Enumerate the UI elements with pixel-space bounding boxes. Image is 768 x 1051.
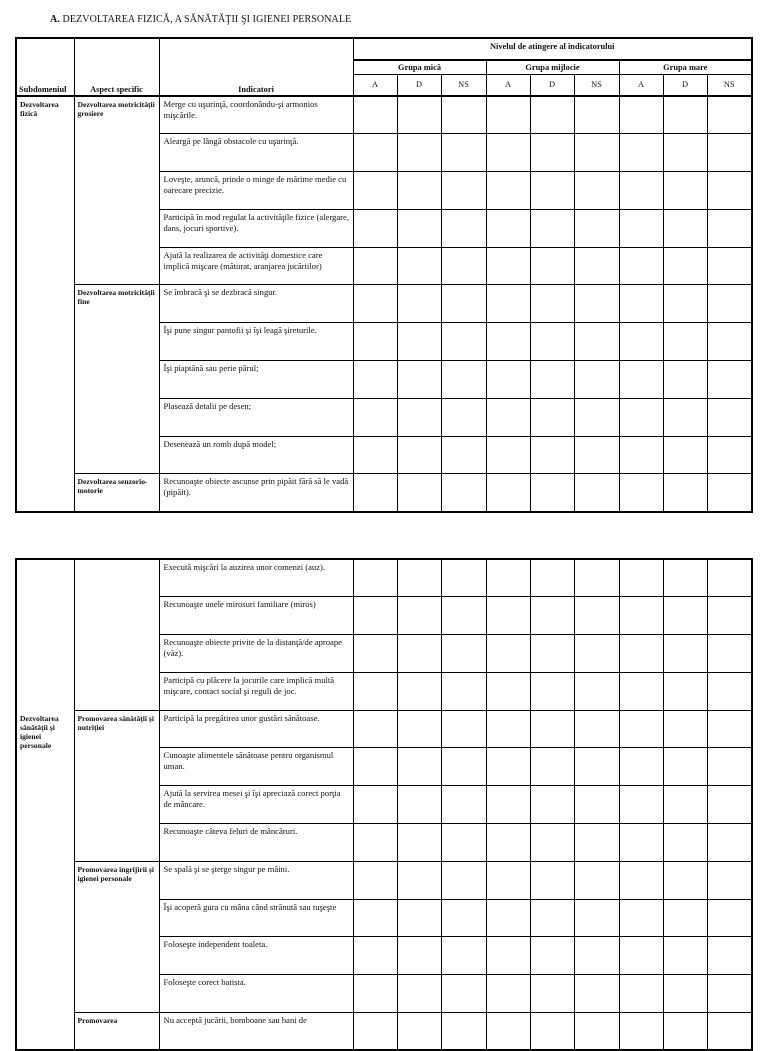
header-level-d: D — [530, 74, 574, 96]
assessment-cell[interactable] — [574, 323, 619, 361]
assessment-cell[interactable] — [353, 134, 397, 172]
assessment-cell[interactable] — [619, 474, 663, 512]
assessment-cell[interactable] — [574, 824, 619, 862]
assessment-cell[interactable] — [663, 899, 707, 937]
indicator-text: Loveşte, aruncă, prinde o minge de mărime medie cu oarecare precizie. — [159, 172, 353, 210]
assessment-cell[interactable] — [397, 323, 441, 361]
page-title-text: DEZVOLTAREA FIZICĂ, A SĂNĂTĂŢII ŞI IGIENEI PERSONALE — [62, 14, 352, 25]
indicator-text: Îşi acoperă gura cu mâna când strănută sau tuşeşte — [159, 899, 353, 937]
assessment-cell[interactable] — [707, 398, 752, 436]
assessment-cell[interactable] — [441, 786, 486, 824]
assessment-cell[interactable] — [353, 1013, 397, 1051]
header-aspect: Aspect specific — [74, 38, 159, 96]
assessment-cell[interactable] — [397, 398, 441, 436]
assessment-cell[interactable] — [663, 323, 707, 361]
assessment-cell[interactable] — [619, 975, 663, 1013]
assessment-cell[interactable] — [353, 786, 397, 824]
assessment-cell[interactable] — [397, 635, 441, 673]
indicator-text: Foloseşte independent toaleta. — [159, 937, 353, 975]
indicator-text: Participă la pregătirea unor gustări sănătoase. — [159, 710, 353, 748]
assessment-cell[interactable] — [486, 474, 530, 512]
assessment-cell[interactable] — [663, 134, 707, 172]
assessment-cell[interactable] — [530, 861, 574, 899]
page-title-letter: A. — [50, 14, 60, 25]
assessment-cell[interactable] — [397, 436, 441, 474]
assessment-cell[interactable] — [530, 474, 574, 512]
assessment-cell[interactable] — [441, 209, 486, 247]
assessment-cell[interactable] — [707, 710, 752, 748]
indicator-text: Cunoaşte alimentele sănătoase pentru organismul uman. — [159, 748, 353, 786]
aspect-label: Dezvoltarea senzorio-motorie — [74, 474, 159, 512]
assessment-cell[interactable] — [663, 635, 707, 673]
assessment-cell[interactable] — [663, 247, 707, 285]
assessment-cell[interactable] — [663, 672, 707, 710]
assessment-cell[interactable] — [619, 710, 663, 748]
assessment-cell[interactable] — [353, 172, 397, 210]
assessment-cell[interactable] — [619, 635, 663, 673]
indicator-text: Recunoaşte unele mirosuri familiare (miros) — [159, 597, 353, 635]
table-row — [16, 96, 752, 134]
table-row — [16, 285, 752, 323]
assessment-cell[interactable] — [574, 748, 619, 786]
assessment-cell[interactable] — [663, 285, 707, 323]
assessment-cell[interactable] — [707, 1013, 752, 1051]
assessment-cell[interactable] — [619, 436, 663, 474]
assessment-cell[interactable] — [353, 285, 397, 323]
assessment-cell[interactable] — [619, 861, 663, 899]
table-row — [16, 559, 752, 597]
assessment-cell[interactable] — [397, 597, 441, 635]
assessment-cell[interactable] — [663, 172, 707, 210]
assessment-cell[interactable] — [707, 209, 752, 247]
assessment-cell[interactable] — [574, 937, 619, 975]
indicator-text: Nu acceptă jucării, bomboane sau bani de — [159, 1013, 353, 1051]
assessment-cell[interactable] — [619, 672, 663, 710]
assessment-cell[interactable] — [619, 134, 663, 172]
assessment-cell[interactable] — [397, 559, 441, 597]
assessment-cell[interactable] — [486, 861, 530, 899]
assessment-cell[interactable] — [707, 975, 752, 1013]
assessment-cell[interactable] — [663, 474, 707, 512]
assessment-cell[interactable] — [707, 474, 752, 512]
assessment-cell[interactable] — [619, 96, 663, 134]
assessment-cell[interactable] — [441, 710, 486, 748]
assessment-cell[interactable] — [530, 635, 574, 673]
assessment-cell[interactable] — [486, 209, 530, 247]
assessment-cell[interactable] — [486, 899, 530, 937]
assessment-cell[interactable] — [530, 323, 574, 361]
assessment-cell[interactable] — [707, 323, 752, 361]
page-title — [50, 14, 351, 25]
assessment-cell[interactable] — [663, 861, 707, 899]
assessment-cell[interactable] — [486, 710, 530, 748]
table-row — [16, 1013, 752, 1051]
table-row — [16, 474, 752, 512]
aspect-label: Promovarea sănătăţii şi nutriţiei — [74, 710, 159, 861]
assessment-cell[interactable] — [441, 597, 486, 635]
assessment-cell[interactable] — [441, 134, 486, 172]
assessment-cell[interactable] — [663, 710, 707, 748]
header-level-ns: NS — [441, 74, 486, 96]
assessment-cell[interactable] — [663, 786, 707, 824]
assessment-cell[interactable] — [574, 975, 619, 1013]
assessment-cell[interactable] — [663, 96, 707, 134]
assessment-cell[interactable] — [619, 786, 663, 824]
assessment-cell[interactable] — [397, 474, 441, 512]
assessment-cell[interactable] — [441, 975, 486, 1013]
header-level-ns: NS — [707, 74, 752, 96]
assessment-cell[interactable] — [353, 96, 397, 134]
indicator-text: Aleargă pe lângă obstacole cu uşurinţă. — [159, 134, 353, 172]
assessment-cell[interactable] — [574, 361, 619, 399]
assessment-cell[interactable] — [619, 899, 663, 937]
indicator-text: Plasează detalii pe desen; — [159, 398, 353, 436]
assessment-cell[interactable] — [353, 361, 397, 399]
assessment-cell[interactable] — [707, 672, 752, 710]
assessment-cell[interactable] — [441, 436, 486, 474]
indicator-text: Se îmbracă şi se dezbracă singur. — [159, 285, 353, 323]
assessment-cell[interactable] — [441, 474, 486, 512]
header-nivel: Nivelul de atingere al indicatorului — [353, 38, 752, 60]
assessment-cell[interactable] — [707, 247, 752, 285]
assessment-cell[interactable] — [397, 937, 441, 975]
assessment-cell[interactable] — [619, 247, 663, 285]
assessment-cell[interactable] — [663, 559, 707, 597]
header-level-a: A — [353, 74, 397, 96]
assessment-cell[interactable] — [663, 748, 707, 786]
aspect-label: Promovarea îngrijirii şi igienei personale — [74, 861, 159, 1012]
assessment-cell[interactable] — [441, 323, 486, 361]
assessment-cell[interactable] — [397, 96, 441, 134]
assessment-cell[interactable] — [486, 398, 530, 436]
assessment-cell[interactable] — [353, 710, 397, 748]
assessment-cell[interactable] — [707, 899, 752, 937]
assessment-cell[interactable] — [663, 824, 707, 862]
assessment-cell[interactable] — [353, 597, 397, 635]
header-level-ns: NS — [574, 74, 619, 96]
assessment-cell[interactable] — [530, 786, 574, 824]
assessment-cell[interactable] — [530, 247, 574, 285]
assessment-cell[interactable] — [574, 861, 619, 899]
assessment-cell[interactable] — [619, 597, 663, 635]
assessment-cell[interactable] — [663, 975, 707, 1013]
aspect-label — [74, 559, 159, 710]
indicator-text: Participă în mod regulat la activităţile fizice (alergare, dans, jocuri sportive). — [159, 209, 353, 247]
indicator-text: Recunoaşte obiecte privite de la distanţă/de aproape (văz). — [159, 635, 353, 673]
assessment-cell[interactable] — [663, 398, 707, 436]
assessment-cell[interactable] — [707, 824, 752, 862]
assessment-cell[interactable] — [619, 1013, 663, 1051]
assessment-cell[interactable] — [530, 597, 574, 635]
assessment-cell[interactable] — [486, 824, 530, 862]
indicator-text: Recunoaşte câteva feluri de mâncăruri. — [159, 824, 353, 862]
assessment-cell[interactable] — [619, 824, 663, 862]
header-group-mare: Grupa mare — [619, 60, 752, 74]
assessment-cell[interactable] — [486, 247, 530, 285]
assessment-cell[interactable] — [574, 247, 619, 285]
assessment-cell[interactable] — [707, 786, 752, 824]
assessment-cell[interactable] — [707, 361, 752, 399]
assessment-cell[interactable] — [441, 861, 486, 899]
assessment-cell[interactable] — [397, 975, 441, 1013]
indicator-text: Execută mişcări la auzirea unor comenzi (auz). — [159, 559, 353, 597]
assessment-cell[interactable] — [486, 361, 530, 399]
table-row — [16, 861, 752, 899]
assessment-cell[interactable] — [441, 398, 486, 436]
assessment-cell[interactable] — [530, 748, 574, 786]
header-subdomeniul: Subdomeniul — [16, 38, 74, 96]
assessment-cell[interactable] — [441, 824, 486, 862]
assessment-cell[interactable] — [397, 134, 441, 172]
table-row — [16, 710, 752, 748]
indicators-table-2 — [15, 558, 753, 1051]
indicator-text: Se spală şi se şterge singur pe mâini. — [159, 861, 353, 899]
assessment-cell[interactable] — [707, 172, 752, 210]
indicator-text: Îşi piaptănă sau perie părul; — [159, 361, 353, 399]
assessment-cell[interactable] — [574, 172, 619, 210]
assessment-cell[interactable] — [486, 672, 530, 710]
assessment-cell[interactable] — [707, 861, 752, 899]
assessment-cell[interactable] — [530, 559, 574, 597]
indicator-text: Ajută la servirea mesei şi îşi apreciază corect porţia de mâncare. — [159, 786, 353, 824]
header-level-d: D — [663, 74, 707, 96]
assessment-cell[interactable] — [441, 899, 486, 937]
assessment-cell[interactable] — [486, 975, 530, 1013]
assessment-cell[interactable] — [486, 786, 530, 824]
assessment-cell[interactable] — [397, 209, 441, 247]
assessment-cell[interactable] — [397, 1013, 441, 1051]
assessment-cell[interactable] — [707, 285, 752, 323]
assessment-cell[interactable] — [707, 96, 752, 134]
assessment-cell[interactable] — [530, 899, 574, 937]
assessment-cell[interactable] — [530, 134, 574, 172]
header-indicatori: Indicatori — [159, 38, 353, 96]
assessment-cell[interactable] — [707, 134, 752, 172]
assessment-cell[interactable] — [397, 899, 441, 937]
assessment-cell[interactable] — [574, 899, 619, 937]
assessment-cell[interactable] — [397, 285, 441, 323]
assessment-cell[interactable] — [441, 285, 486, 323]
assessment-cell[interactable] — [530, 710, 574, 748]
assessment-cell[interactable] — [530, 285, 574, 323]
assessment-cell[interactable] — [397, 748, 441, 786]
assessment-cell[interactable] — [574, 436, 619, 474]
assessment-cell[interactable] — [353, 748, 397, 786]
assessment-cell[interactable] — [663, 361, 707, 399]
assessment-cell[interactable] — [486, 323, 530, 361]
assessment-cell[interactable] — [707, 937, 752, 975]
assessment-cell[interactable] — [530, 1013, 574, 1051]
assessment-cell[interactable] — [663, 937, 707, 975]
assessment-cell[interactable] — [353, 672, 397, 710]
assessment-cell[interactable] — [574, 786, 619, 824]
header-level-a: A — [619, 74, 663, 96]
assessment-cell[interactable] — [353, 635, 397, 673]
assessment-cell[interactable] — [353, 247, 397, 285]
assessment-cell[interactable] — [619, 172, 663, 210]
assessment-cell[interactable] — [530, 398, 574, 436]
assessment-cell[interactable] — [530, 96, 574, 134]
assessment-cell[interactable] — [619, 323, 663, 361]
assessment-cell[interactable] — [353, 323, 397, 361]
assessment-cell[interactable] — [486, 748, 530, 786]
header-group-mijlocie: Grupa mijlocie — [486, 60, 619, 74]
assessment-cell[interactable] — [619, 209, 663, 247]
assessment-cell[interactable] — [530, 361, 574, 399]
assessment-cell[interactable] — [574, 134, 619, 172]
assessment-cell[interactable] — [397, 824, 441, 862]
assessment-cell[interactable] — [530, 937, 574, 975]
assessment-cell[interactable] — [397, 247, 441, 285]
assessment-cell[interactable] — [619, 285, 663, 323]
assessment-cell[interactable] — [574, 474, 619, 512]
assessment-cell[interactable] — [574, 398, 619, 436]
assessment-cell[interactable] — [353, 824, 397, 862]
subdomain-label: Dezvoltarea fizică — [16, 96, 74, 512]
assessment-cell[interactable] — [441, 748, 486, 786]
assessment-cell[interactable] — [441, 172, 486, 210]
assessment-cell[interactable] — [530, 172, 574, 210]
assessment-cell[interactable] — [353, 559, 397, 597]
assessment-cell[interactable] — [574, 597, 619, 635]
aspect-label: Dezvoltarea motricităţii fine — [74, 285, 159, 474]
assessment-cell[interactable] — [530, 209, 574, 247]
assessment-cell[interactable] — [619, 748, 663, 786]
assessment-cell[interactable] — [486, 96, 530, 134]
assessment-cell[interactable] — [707, 559, 752, 597]
assessment-cell[interactable] — [574, 209, 619, 247]
header-group-mica: Grupa mică — [353, 60, 486, 74]
assessment-cell[interactable] — [353, 474, 397, 512]
assessment-cell[interactable] — [530, 824, 574, 862]
assessment-cell[interactable] — [707, 436, 752, 474]
assessment-cell[interactable] — [441, 96, 486, 134]
assessment-cell[interactable] — [486, 1013, 530, 1051]
indicators-table-1 — [15, 37, 753, 513]
aspect-label: Dezvoltarea motricităţii grosiere — [74, 96, 159, 285]
assessment-cell[interactable] — [353, 436, 397, 474]
assessment-cell[interactable] — [397, 861, 441, 899]
assessment-cell[interactable] — [353, 209, 397, 247]
assessment-cell[interactable] — [707, 635, 752, 673]
assessment-cell[interactable] — [530, 975, 574, 1013]
indicator-text: Foloseşte corect batista. — [159, 975, 353, 1013]
assessment-cell[interactable] — [353, 398, 397, 436]
assessment-cell[interactable] — [574, 635, 619, 673]
assessment-cell[interactable] — [486, 937, 530, 975]
assessment-cell[interactable] — [397, 361, 441, 399]
assessment-cell[interactable] — [353, 899, 397, 937]
indicator-text: Desenează un romb după model; — [159, 436, 353, 474]
assessment-cell[interactable] — [574, 1013, 619, 1051]
assessment-cell[interactable] — [619, 361, 663, 399]
assessment-cell[interactable] — [441, 937, 486, 975]
indicator-text: Recunoaşte obiecte ascunse prin pipăit fără să le vadă (pipăit). — [159, 474, 353, 512]
assessment-cell[interactable] — [663, 1013, 707, 1051]
assessment-cell[interactable] — [619, 398, 663, 436]
assessment-cell[interactable] — [353, 861, 397, 899]
assessment-cell[interactable] — [663, 597, 707, 635]
aspect-label: Promovarea — [74, 1013, 159, 1051]
header-level-d: D — [397, 74, 441, 96]
indicator-text: Ajută la realizarea de activităţi domestice care implică mişcare (măturat, aranjarea jucăriilor) — [159, 247, 353, 285]
assessment-cell[interactable] — [397, 172, 441, 210]
assessment-cell[interactable] — [486, 172, 530, 210]
assessment-cell[interactable] — [397, 672, 441, 710]
assessment-cell[interactable] — [441, 559, 486, 597]
indicator-text: Merge cu uşurinţă, coordonându-şi armonios mişcările. — [159, 96, 353, 134]
assessment-cell[interactable] — [530, 436, 574, 474]
assessment-cell[interactable] — [486, 285, 530, 323]
header-level-a: A — [486, 74, 530, 96]
assessment-cell[interactable] — [707, 748, 752, 786]
assessment-cell[interactable] — [619, 937, 663, 975]
assessment-cell[interactable] — [441, 1013, 486, 1051]
assessment-cell[interactable] — [619, 559, 663, 597]
assessment-cell[interactable] — [663, 436, 707, 474]
assessment-cell[interactable] — [441, 247, 486, 285]
assessment-cell[interactable] — [574, 672, 619, 710]
assessment-cell[interactable] — [574, 559, 619, 597]
assessment-cell[interactable] — [574, 96, 619, 134]
assessment-cell[interactable] — [441, 672, 486, 710]
assessment-cell[interactable] — [486, 597, 530, 635]
assessment-cell[interactable] — [353, 975, 397, 1013]
assessment-cell[interactable] — [397, 786, 441, 824]
assessment-cell[interactable] — [663, 209, 707, 247]
subdomain-label: Dezvoltarea sănătăţii şi igienei personale — [16, 559, 74, 1050]
assessment-cell[interactable] — [486, 134, 530, 172]
assessment-cell[interactable] — [486, 436, 530, 474]
assessment-cell[interactable] — [530, 672, 574, 710]
assessment-cell[interactable] — [574, 710, 619, 748]
assessment-cell[interactable] — [486, 635, 530, 673]
assessment-cell[interactable] — [574, 285, 619, 323]
assessment-cell[interactable] — [441, 635, 486, 673]
assessment-cell[interactable] — [486, 559, 530, 597]
assessment-cell[interactable] — [441, 361, 486, 399]
assessment-cell[interactable] — [707, 597, 752, 635]
indicator-text: Participă cu plăcere la jocurile care implică multă mişcare, contact social şi reguli de joc. — [159, 672, 353, 710]
assessment-cell[interactable] — [353, 937, 397, 975]
indicator-text: Îşi pune singur pantofii şi îşi leagă şireturile. — [159, 323, 353, 361]
assessment-cell[interactable] — [397, 710, 441, 748]
